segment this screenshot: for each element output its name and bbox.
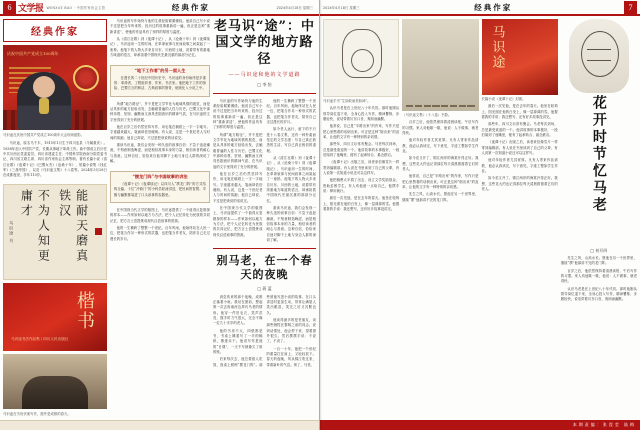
left-folio: 6 (3, 1, 16, 14)
book-spine (406, 105, 413, 107)
book-spine (459, 105, 466, 107)
paragraph: 从《清江壮歌》到《夜谭十记》，从《沧桑十年》到《夜谭续记》，马识途用一生的时间，在革命叙事与民间叙事之间架起了一座桥。他笔下的人物大多来自川东、川西的土地，说着带有浓重地方味道的语言，却承担着中国现代史最沉重的那部分记忆。 (266, 156, 316, 203)
right-section-title: 经典作家 (474, 2, 513, 12)
ceremony-caption: 马识途在庆祝中国共产党成立100周年大会现场留影。 (3, 133, 85, 138)
main-subhead: ——马识途和他的文学道路 (228, 71, 301, 78)
paragraph: 他的一生横跨了整整一个世纪。百年风雨，他始终站在人民一边，把笔当作另一种形式的武器，也把笔当作老友，陪伴自己走过漫长的岁月。 (266, 98, 316, 125)
paragraph: 后来每次去，他总要留人吃饭，饭桌上照例“摆龙门阵”。那些被他写进小说的故事，在口头讲述时更加生动，常常让满屋人笑出眼泪，笑完之后又沉默良久。 (213, 294, 316, 367)
bottom-article-body (213, 295, 316, 369)
right-text-4 (561, 256, 637, 305)
left-footer-bar (0, 420, 319, 430)
study-photo-caption: 马识途在书房伏案写作，窗外是成都的春天。 (3, 411, 71, 416)
paragraph: 如今花又开了，锦江两岸的海棠开得正好。我想，这些花大约也记得那位每天清晨推窗看它们的老人。 (402, 156, 479, 171)
paragraph: 马识途的写作始终与他的生命经验紧紧缠绕。他说自己写小说不过是把当年听来的、经历过的故事重新讲一遍，但正是这种“重新讲述”，使他的作品具有了别样的厚度与温度。 (213, 98, 263, 130)
book-spine (432, 105, 439, 107)
paragraph: 一百一十年，他把一个世纪的重量扛在肩上，又轻轻放下。春天的夜晚，风从锦江吹过来，带着新叶的气息。别了，马老。 (266, 346, 316, 367)
paragraph: 他在百岁之后仍然坚持写作，用毛笔在稿纸上一字一字地写。字迹越来越大，笔画却依旧硬朗。有人说，这是一个世纪老人与时间的赛跑；他自己却说，不过是把该说的话说完。 (110, 125, 210, 140)
calligraphy-line-2: 能耐天磨真铁汉 (57, 188, 89, 264)
sidebar-box-2-title: “摆龙门阵”与中国故事的讲法 (132, 174, 188, 180)
paragraph: 那些年，四川文坛常有聚会。马老每次到场，总是最受欢迎的一个。他讲故事的本事极好，一段旧闻到了他嘴里，便有了起承转合、悬念跌宕。 (323, 142, 400, 157)
paragraph: 他对年轻作者尤其宽厚。凡有人寄来作品请教，他必认真读完，写下意见，字迹工整如学生作业。 (402, 138, 479, 153)
sidebar-box-1-title: “地下工作者”的另一面人生 (134, 68, 186, 74)
study-photo (3, 354, 107, 409)
right-text-2 (402, 120, 478, 205)
left-date: 2024年4月18日 星期三 (276, 5, 313, 10)
party-emblem-icon (73, 65, 99, 91)
yetan-book-title: 马识途 (489, 25, 505, 70)
section-badge: 经典作家 (3, 19, 107, 42)
right-column-1 (323, 19, 399, 417)
paragraph: 从《清江壮歌》到《夜谭十记》，从《沧桑十年》到《夜谭续记》，马识途用一生的时间，在革命叙事与民间叙事之间架起了一座桥。他笔下的人物大多来自川东、川西的土地，说着带有浓重地方味道的语言，却承担着中国现代史最沉重的那部分记忆。 (110, 36, 210, 57)
calligraphy-photo (3, 184, 107, 280)
sidebar-box-1 (110, 65, 210, 96)
right-column-2 (402, 19, 478, 417)
seal-icon (95, 228, 102, 235)
collected-works-photo (402, 19, 478, 111)
paragraph: 在漫长的二十世纪中国历史中，马识途的身份始终是多重的：革命者、工程组织者、作家、书法家。他把地下工作的惊险、巴蜀方言的鲜活、古典叙事的筋骨，统统化入小说之中。 (114, 75, 206, 91)
book-spine (467, 105, 474, 107)
article-text-b2 (110, 102, 210, 167)
collected-works-caption: 《马识途文集》（十八卷）书影。 (402, 113, 452, 117)
bottom-byline: □ 蒋 蓝 (257, 285, 272, 291)
right-byline: □ 何开四 (590, 248, 608, 253)
right-footer-bar (320, 420, 640, 430)
bottom-article-rule (213, 248, 316, 249)
paragraph: 那些年，四川文坛常有聚会。马老每次到场，总是最受欢迎的一个。他讲故事的本事极好，一段旧闻到了他嘴里，便有了起承转合、悬念跌宕。 (481, 122, 558, 137)
sidebar-box-2 (110, 171, 210, 202)
paragraph: 认识马老是在上世纪八十年代初。那时他刚从领导岗位退下来，全身心投入写作，精神矍铄，步履轻快，说话带着川东口音，爽朗而幽默。 (323, 106, 400, 121)
book-subtitle: 马识途书法作品集 / 四川人民出版社 (11, 337, 69, 342)
paragraph: 他的书房不大，四壁都是书，书桌上摊着写了一半的稿纸，墨迹未干。他说写作是他的“日课”，一天不写就像欠了谁的账。 (213, 328, 263, 355)
right-date: 2024年4月18日 星期三 (323, 5, 360, 10)
calligraphy-line-1: 不为人知更庸才 (19, 188, 51, 264)
left-column-c (213, 19, 316, 417)
left-column-a (3, 19, 107, 417)
footer-credits: 本期责编：张滢莹 陆梅 (572, 422, 636, 427)
yetan-caption: 长篇小说《夜谭十记》封面。 (481, 97, 526, 101)
paragraph: 最后一次见他，是在去年的春天。他坐在轮椅上，阳光照在他的白发上，像一层薄薄的雪。他握着我的手说：我还想写，还有好多故事没讲完。 (323, 196, 400, 211)
portrait-sketch (569, 19, 629, 93)
paragraph: 先生之风，山高水长。愿他在另一个世界里，继续“摆”他那讲不完的龙门阵。 (402, 192, 479, 202)
sketch-caption: 马识途手书“生如蚁而美如神”。 (323, 99, 371, 103)
paragraph: 《夜谭十记》出版之后，读者来信像雪片一样寄到编辑部。有人说在书里读到了自己的父辈，有人说第一次知道小说还可以这样写。 (323, 160, 400, 175)
headline-rule (213, 93, 316, 94)
paragraph: 马识途的写作始终与他的生命经验紧紧缠绕。他说自己写小说不过是把当年听来的、经历过的故事重新讲一遍，但正是这种“重新讲述”，使他的作品具有了别样的厚度与温度。 (110, 19, 210, 34)
book-spine (450, 105, 457, 107)
calligraphy-signature: 马识途 书 (9, 220, 15, 243)
paragraph: 重读马识途，我们会发现一种久违的叙事自信：不急于追赶潮流，不刻意制造晦涩，而是相信故事本身的力量，相信读者的耐心与善意。这种自信，恰恰来自他对脚下土地与身边人群的深切了解。 (110, 143, 210, 164)
paragraph: 他在百岁之后仍然坚持写作，用毛笔在稿纸上一字一字地写。字迹越来越大，笔画却依旧硬朗。有人说，这是一个世纪老人与时间的赛跑；他自己却说，不过是把该说的话说完。 (213, 172, 263, 203)
bottom-headline: 别马老，在一个春天的夜晚 (216, 254, 313, 282)
left-column-b (110, 19, 210, 417)
paragraph: 先生之风，山高水长。愿他在另一个世界里，继续“摆”他那讲不完的龙门阵。 (560, 256, 637, 266)
right-column-4 (561, 19, 637, 417)
right-headline: 花开时节忆马老 (590, 95, 607, 214)
book-spine (441, 105, 448, 107)
book-cover-kaishu (3, 283, 107, 351)
paragraph: 重读马识途，我们会发现一种久违的叙事自信：不急于追赶潮流，不刻意制造晦涩，而是相信故事本身的力量，相信读者的耐心与善意。这种自信，恰恰来自他对脚下土地与身边人群的深切了解。 (266, 205, 316, 242)
paragraph: 《夜谭十记》出版之后，读者来信像雪片一样寄到编辑部。有人说在书里读到了自己的父辈，有人说第一次知道小说还可以这样写。 (481, 140, 558, 155)
paragraph: 所谓“地方路径”，并不是把文学窄化为地域风情的展览，而是从具体的地方经验出发，去触碰普遍的人性与历史。巴蜀文化中那种乐观、坚韧、幽默而又深具悲剧意识的精神气质，在马识途的文字里得到了充分的舒展。 (110, 101, 210, 122)
book-spine (424, 105, 431, 107)
book-spine (415, 105, 422, 107)
paragraph: 他的一生横跨了整整一个世纪。百年风雨，他始终站在人民一边，把笔当作另一种形式的武器，也把笔当作老友，陪伴自己走过漫长的岁月。 (110, 225, 210, 241)
paragraph: 所谓“地方路径”，并不是把文学窄化为地域风情的展览，而是从具体的地方经验出发，去触碰普遍的人性与历史。巴蜀文化中那种乐观、坚韧、幽默而又深具悲剧意识的精神气质，在马识途的文字里得到了充分的舒展。 (213, 132, 263, 169)
intro-text (3, 141, 107, 180)
ceremony-photo (3, 45, 107, 130)
article-text-b3 (110, 208, 210, 244)
portrait-figure (17, 72, 71, 130)
left-body (0, 16, 319, 420)
paragraph: 认识马老是在上世纪八十年代初。那时他刚从领导岗位退下来，全身心投入写作，精神矍铄，步履轻快，说话带着川东口音，爽朗而幽默。 (560, 286, 637, 302)
left-masthead (0, 0, 319, 16)
paper-sub: WENXUE BAO · 中国作家协会主管 (46, 5, 106, 10)
sidebar-box-1-text (114, 76, 206, 92)
banner-headline: 庆祝中国共产党成立100周年 (7, 51, 59, 56)
yetan-book-cover (482, 19, 558, 95)
paragraph: 如今老人远行，留下的不只是十八卷文集，还有一种朴素而坚定的文学态度：写自己真正熟悉的生活，写自己真正相信的道理。 (266, 127, 316, 153)
paragraph: 他常说，自己是“半路出家”的作家，写作只是把心里憋着的话倒出来。可正是这种“倒出来”的直率，让他的文字有一种特别的亲切感。 (402, 174, 479, 189)
right-page (320, 0, 640, 430)
paragraph: 在中国现当代文学的版图上，马识途提供了一个值得反复勘探的样本——作家如何以地方为方法，把个人记忆转化为民族的共同记忆，把方言土语提炼成现代汉语叙事的资源。 (213, 205, 263, 237)
sidebar-box-2-text (114, 182, 206, 198)
paragraph: 如今花又开了，锦江两岸的海棠开得正好。我想，这些花大约也记得那位每天清晨推窗看它们的老人。 (481, 176, 558, 191)
paragraph: 在中国现当代文学的版图上，马识途提供了一个值得反复勘探的样本——作家如何以地方为方法，把个人记忆转化为民族的共同记忆，把方言土语提炼成现代汉语叙事的资源。 (110, 207, 210, 223)
right-text-1 (323, 106, 399, 214)
paper-logo: 文学报 (18, 3, 44, 14)
intro-paragraph: 马识途，原名马千木，1915年1月生于四川忠县（今属重庆）。1938年加入中国共产党，长期从事地下革命工作。新中国成立后历任中共川西区党委委员、四川省建委主任、中国科学院西南分院党委书记、四川省文联主席、四川省作家协会主席等职。著有长篇小说《清江壮歌》《夜谭十记》《巴蜀女杰》《沧桑十年》，短篇小说集《找红军》《三战华园》，以及《马识途文集》十八卷等。2024年3月28日在成都逝世，享年110岁。 (3, 141, 107, 178)
paragraph: 最后一次见他，是在去年的春天。他坐在轮椅上，阳光照在他的白发上，像一层薄薄的雪。他握着我的手说：我还想写，还有好多故事没讲完。 (481, 104, 558, 119)
paragraph: 他把稿费大半捐了出去，设立文学奖励基金，资助贫困学生。有人劝他留一点给自己，他摆手说：够用就行。 (323, 178, 400, 193)
right-text-3 (482, 104, 558, 194)
main-article-body (213, 99, 316, 244)
right-folio: 7 (624, 1, 637, 14)
main-headline: 老马识“途”：中国文学的地方路径 (214, 19, 315, 67)
right-column-3 (482, 19, 558, 417)
paragraph: 《夜谭十记》《夜谭续记》以四川人“摆龙门阵”的方式结构全篇，十位“冷衙门”的小科员轮流讲述，把民间的智慧、辛酸与幽默都装进了口头叙事的容器里。 (114, 181, 206, 197)
book-title: 楷书 (74, 290, 95, 331)
left-section-title: 经典作家 (171, 2, 210, 12)
right-masthead (320, 0, 640, 16)
article-text-b1 (110, 19, 210, 60)
main-byline: □ 李 怡 (257, 81, 272, 87)
paragraph: 百岁之后，他依然保持着清晨读报、午后写作的习惯。家人劝他歇一歇，他说：人不做事，就老得快。 (560, 268, 637, 284)
paragraph: 百岁之后，他依然保持着清晨读报、午后写作的习惯。家人劝他歇一歇，他说：人不做事，就老得快。 (402, 120, 479, 135)
right-body (320, 16, 640, 420)
sketch-illustration (323, 19, 399, 97)
paragraph: 他常说，自己是“半路出家”的作家，写作只是把心里憋着的话倒出来。可正是这种“倒出来”的直率，让他的文字有一种特别的亲切感。 (323, 124, 400, 139)
paragraph: 他对年轻作者尤其宽厚。凡有人寄来作品请教，他必认真读完，写下意见，字迹工整如学生作业。 (481, 158, 558, 173)
paragraph: 消息传来的那个夜晚，成都正落着小雨。我站在窗前，想起第一次去府南河边拜访马老的情形。他穿一件旧毛衣，笑声洪亮，握手时力气很大，完全不像一位九十多岁的老人。 (213, 294, 263, 326)
paragraph: 他谈得最多的是老朋友，谈那些牺牲在黎明之前的同志。说到动情处，他会停下来，望着窗外很久，然后摆摆手说：不说了，不说了。 (266, 318, 316, 344)
